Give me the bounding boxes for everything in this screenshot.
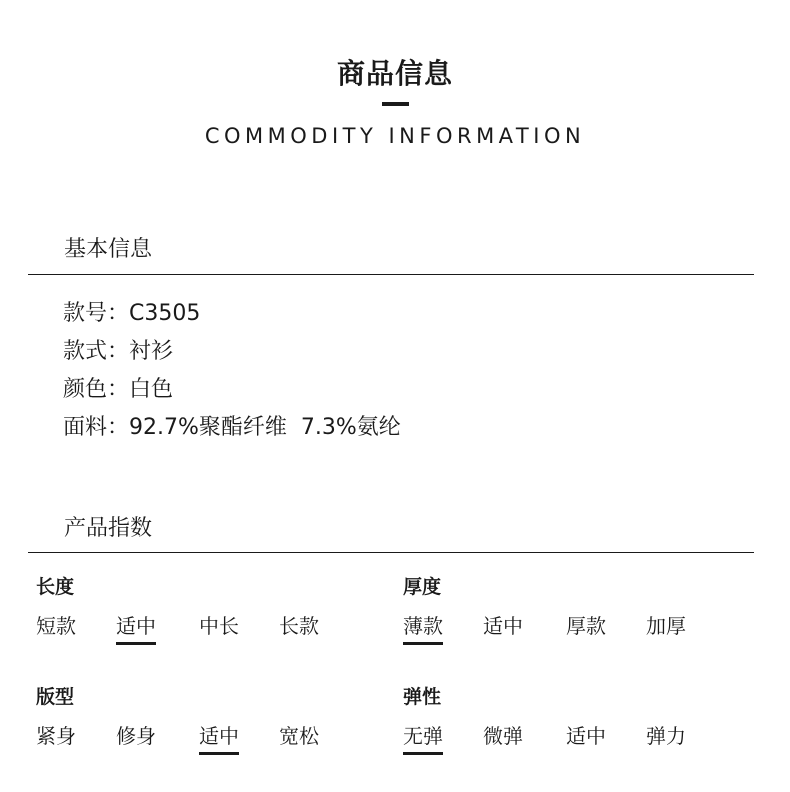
index-option-length: 中长	[199, 614, 239, 638]
index-label-fit: 版型	[36, 686, 75, 708]
index-option-fit: 修身	[116, 724, 156, 748]
index-label-thickness: 厚度	[403, 576, 442, 598]
page-title: 商品信息	[336, 57, 453, 90]
index-option-elasticity-selected: 无弹	[403, 720, 443, 755]
index-option-length: 短款	[36, 614, 76, 638]
info-style-number: 款号：C3505	[63, 301, 201, 326]
title-underline-bar	[382, 102, 409, 106]
index-option-thickness: 适中	[483, 614, 523, 638]
info-fabric: 面料：92.7%聚酯纤维 7.3%氨纶	[63, 415, 401, 440]
index-option-length-selected: 适中	[116, 610, 156, 645]
section-divider-product-index	[28, 552, 754, 553]
info-style-type: 款式：衬衫	[63, 339, 174, 364]
section-title-basic-info: 基本信息	[64, 237, 153, 262]
index-option-elasticity: 微弹	[483, 724, 523, 748]
section-title-product-index: 产品指数	[64, 516, 153, 541]
index-option-elasticity: 弹力	[646, 724, 686, 748]
index-option-fit: 紧身	[36, 724, 76, 748]
index-label-elasticity: 弹性	[403, 686, 442, 708]
index-option-fit-selected: 适中	[199, 720, 239, 755]
page-subtitle: COMMODITY INFORMATION	[204, 124, 586, 148]
index-option-thickness: 厚款	[566, 614, 606, 638]
index-option-thickness-selected: 薄款	[403, 610, 443, 645]
index-option-elasticity: 适中	[566, 724, 606, 748]
info-color: 颜色：白色	[63, 377, 174, 402]
section-divider-basic-info	[28, 274, 754, 275]
index-label-length: 长度	[36, 576, 75, 598]
index-option-thickness: 加厚	[646, 614, 686, 638]
index-option-length: 长款	[279, 614, 319, 638]
index-option-fit: 宽松	[279, 724, 319, 748]
